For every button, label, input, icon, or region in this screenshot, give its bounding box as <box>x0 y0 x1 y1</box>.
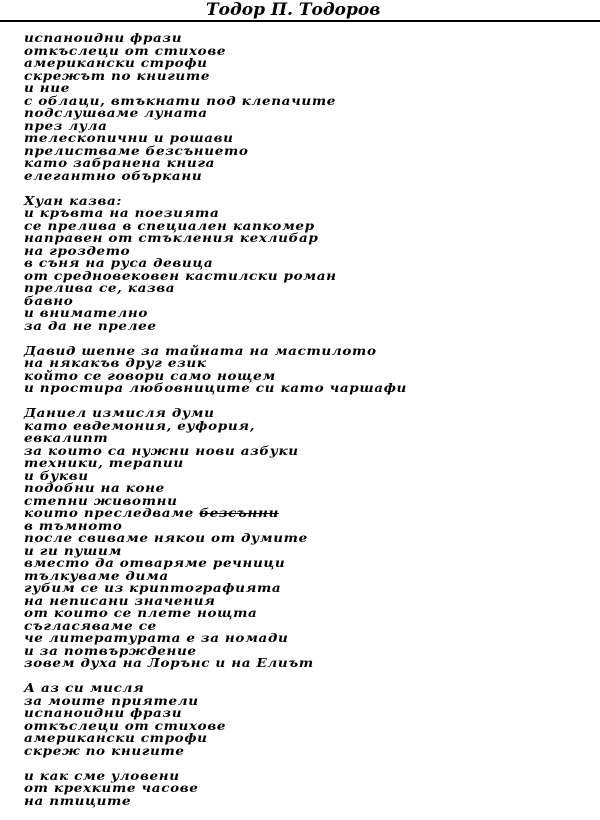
poem-line: прелистваме безсънието <box>24 142 249 158</box>
poem-line: от средновековен кастилски роман <box>24 267 337 283</box>
poem-line: и ги пушим <box>24 542 122 558</box>
poem-line: с облаци, втъкнати под клепачите <box>24 92 337 108</box>
poem-line: испаноидни фрази <box>24 30 183 45</box>
poem-line: после свиваме някои от думите <box>24 530 308 545</box>
poem-line: бавно <box>24 292 74 308</box>
poem-line: Даниел измисля думи <box>24 405 215 420</box>
poem-line: зовем духа на Лорънс и на Елиът <box>24 655 314 670</box>
poem-line: скреж по книгите <box>24 742 185 758</box>
poem-body <box>24 32 594 820</box>
poem-line: и кръвта на поезията <box>24 205 220 220</box>
poem-line: на птиците <box>24 792 132 808</box>
poem-line: вместо да отваряме речници <box>24 555 286 570</box>
poem-line: техники, терапии <box>24 455 184 470</box>
poem-line: подслушваме луната <box>24 105 208 120</box>
poem-line: на някакъв друг език <box>24 355 207 370</box>
poem-line: че литературата е за номади <box>24 630 289 645</box>
poem-line: и букви <box>24 467 89 483</box>
poem-line: през лула <box>24 117 108 133</box>
stanza-1 <box>24 32 594 182</box>
stanza-4 <box>24 407 594 670</box>
stanza-6 <box>24 767 594 808</box>
poem-line: Давид шепне за тайната на мастилото <box>24 342 377 358</box>
struck-word: безсънни <box>199 505 279 520</box>
poem-line: от които се плете нощта <box>24 605 258 620</box>
poem-line: за моите приятели <box>24 692 199 708</box>
poem-line: американски строфи <box>24 730 208 745</box>
line-text: които преследваме <box>24 505 200 520</box>
poem-line: и за потвърждение <box>24 642 197 658</box>
poem-line: и внимателно <box>24 305 148 320</box>
poem-line: прелива се, казва <box>24 280 176 295</box>
poem-line: и ние <box>24 80 71 95</box>
poem-line: губим се из криптографията <box>24 580 282 595</box>
poem-line: направен от стъкления кехлибар <box>24 230 319 245</box>
stanza-5 <box>24 682 594 757</box>
poem-line: на неписани значения <box>24 592 216 608</box>
poem-line: като евдемония, еуфория, <box>24 417 256 433</box>
poem-line: в тъмното <box>24 517 123 533</box>
poem-line: откъслеци от стихове <box>24 42 227 58</box>
poem-line: и простира любовниците си като чаршафи <box>24 380 407 395</box>
poem-line: степни животни <box>24 492 178 508</box>
poem-line: американски строфи <box>24 55 208 70</box>
poem-line: скрежът по книгите <box>24 67 211 83</box>
poem-line: Хуан казва: <box>24 192 123 208</box>
poem-line: в съня на руса девица <box>24 255 214 270</box>
page-header <box>0 0 600 22</box>
poem-line: се прелива в специален капкомер <box>24 217 315 233</box>
author-title: Тодор П. Тодоров <box>206 0 381 20</box>
poem-line: и как сме уловени <box>24 767 180 783</box>
stanza-2 <box>24 192 594 333</box>
poem-line: съгласяваме се <box>24 617 157 633</box>
poem-line: като забранена книга <box>24 155 215 170</box>
poem-line: испаноидни фрази <box>24 705 183 720</box>
poem-line: евкалипт <box>24 430 109 445</box>
poem-line: елегантно объркани <box>24 167 203 183</box>
poem-line: откъслеци от стихове <box>24 717 227 733</box>
poem-line: за които са нужни нови азбуки <box>24 442 299 458</box>
poem-line: за да не прелее <box>24 317 157 333</box>
poem-line: тълкуваме дима <box>24 567 169 583</box>
poem-line: от крехките часове <box>24 780 199 795</box>
stanza-3 <box>24 342 594 395</box>
poem-line: подобни на коне <box>24 480 165 495</box>
poem-line: телескопични и рошави <box>24 130 234 145</box>
poem-line: на гроздето <box>24 242 131 258</box>
poem-line: А аз си мисля <box>24 680 145 695</box>
poem-line: който се говори само нощем <box>24 367 276 383</box>
